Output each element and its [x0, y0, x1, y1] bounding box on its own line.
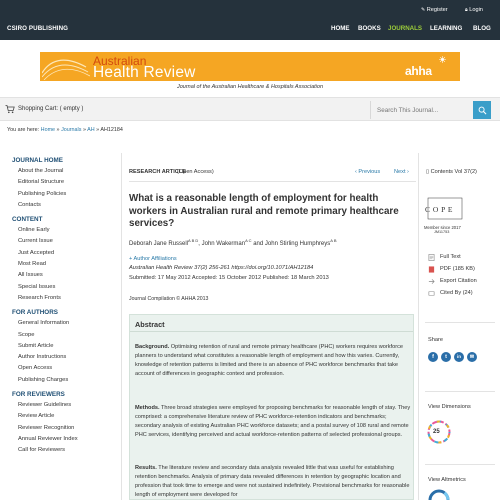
- journal-banner-area: [0, 40, 500, 96]
- sidebar-item-special-issues[interactable]: Special Issues: [18, 283, 56, 290]
- article-type: RESEARCH ARTICLE: [129, 169, 186, 175]
- breadcrumb-journals[interactable]: Journals: [61, 127, 82, 133]
- share-linkedin-icon[interactable]: in: [454, 352, 464, 362]
- sidebar-item-reviewer-recognition[interactable]: Reviewer Recognition: [18, 424, 75, 431]
- author-list: Deborah Jane Russell$^{A B D}$, John Wakerman$^{A C}$ and John Stirling Humphreys$^{A B}$: [129, 238, 337, 247]
- sidebar-item-call-for-reviewers[interactable]: Call for Reviewers: [18, 447, 66, 454]
- login-link[interactable]: 🔒︎ Login: [465, 7, 483, 13]
- journal-banner[interactable]: [40, 52, 460, 81]
- sidebar-item-online-early[interactable]: Online Early: [18, 227, 50, 234]
- sidebar-item-annual-reviewer-index[interactable]: Annual Reviewer Index: [18, 435, 78, 442]
- sidebar-item-most-read[interactable]: Most Read: [18, 261, 47, 268]
- nav-home[interactable]: HOME: [331, 25, 350, 32]
- sidebar-item-author-instructions[interactable]: Author Instructions: [18, 354, 67, 361]
- csiro-publishing-logo[interactable]: CSIRO PUBLISHING: [7, 25, 69, 32]
- sidebar-item-current-issue[interactable]: Current Issue: [18, 238, 53, 245]
- sidebar-item-scope[interactable]: Scope: [18, 331, 35, 338]
- abstract-methods: Methods. Three broad strategies were employed for proposing benchmarks for reasonable length of stay. They comprised: a comprehensive literature review of PHC workforce-retention indicators and benchmarks; secondary analysis of existing Australian PHC workforce datasets; and a postal survey of 108 rural and remote PHC services, identifying perceived and actual workforce-retention patterns of selected professional groups.: [135, 405, 411, 439]
- ahha-logo: ahha: [405, 64, 432, 78]
- sidebar-item-open-access[interactable]: Open Access: [18, 365, 53, 372]
- top-bar: [0, 0, 500, 40]
- nav-journals[interactable]: JOURNALS: [388, 25, 423, 32]
- breadcrumb-ah[interactable]: AH: [87, 127, 95, 133]
- banner-title-line1: Australian: [93, 54, 147, 68]
- open-access-label: (Open Access): [177, 169, 214, 175]
- sidebar-item-submit-article[interactable]: Submit Article: [18, 342, 54, 349]
- citation-line[interactable]: Australian Health Review 37(2) 256-261 https://doi.org/10.1071/AH12184: [129, 265, 314, 271]
- contents-volume-link[interactable]: ▯ Contents Vol 37(2): [426, 169, 477, 175]
- author-affiliation-marks: A B: [330, 238, 337, 243]
- export-citation-link[interactable]: Export Citation: [440, 278, 477, 284]
- sidebar-heading-content[interactable]: CONTENT: [12, 216, 43, 224]
- dimensions-count: 25: [433, 429, 440, 435]
- divider: [121, 153, 122, 500]
- share-label: Share: [428, 337, 443, 343]
- full-text-link[interactable]: Full Text: [440, 254, 461, 260]
- cited-by-link[interactable]: Cited By (24): [440, 290, 473, 296]
- cart-icon[interactable]: [5, 104, 15, 114]
- abstract-heading: Abstract: [135, 320, 165, 329]
- view-dimensions-label[interactable]: View Dimensions: [428, 404, 471, 410]
- article-dates: Submitted: 17 May 2012 Accepted: 15 October 2012 Published: 18 March 2013: [129, 275, 329, 281]
- register-link[interactable]: ✎ Register: [421, 7, 448, 13]
- cope-logo-text: C O P E: [425, 205, 454, 214]
- breadcrumb-home[interactable]: Home: [40, 127, 56, 133]
- sidebar-item-review-article[interactable]: Review Article: [18, 413, 55, 420]
- view-altmetrics-label[interactable]: View Altmetrics: [428, 477, 466, 483]
- search-input[interactable]: [374, 101, 472, 119]
- cited-by-icon: [428, 290, 435, 297]
- sidebar-item-editorial-structure[interactable]: Editorial Structure: [18, 179, 65, 186]
- book-icon: ▯: [426, 169, 430, 175]
- abstract-header: [130, 315, 413, 332]
- divider: [370, 101, 371, 119]
- sidebar-item-research-fronts[interactable]: Research Fronts: [18, 294, 61, 301]
- share-twitter-icon[interactable]: t: [441, 352, 451, 362]
- sidebar-item-publishing-charges[interactable]: Publishing Charges: [18, 376, 69, 383]
- journal-subtitle: Journal of the Australian Healthcare & Hospitals Association: [176, 84, 324, 90]
- divider: [425, 322, 495, 323]
- banner-title-line2: Health Review: [93, 64, 196, 81]
- breadcrumb: You are here: Home » Journals » AH » AH12184: [7, 127, 123, 133]
- author-affiliation-marks: A B D: [188, 238, 199, 243]
- sidebar-heading-for-reviewers[interactable]: FOR REVIEWERS: [12, 391, 65, 399]
- article-toolbar: [129, 169, 416, 177]
- export-icon: [428, 278, 435, 285]
- divider: [425, 391, 495, 392]
- abstract-results: Results. The literature review and secondary data analysis revealed little that was useful for establishing retention benchmarks. Analysis of primary data revealed differences in retention by geographic location and profession that took time to emerge and were not sustained indefinitely. Provisional benchmarks for reasonable length of employment were developed for: [135, 465, 410, 499]
- share-facebook-icon[interactable]: f: [428, 352, 438, 362]
- previous-article-link[interactable]: ‹ Previous: [355, 169, 381, 175]
- cart-search-bar: [0, 97, 500, 121]
- sidebar-item-about[interactable]: About the Journal: [18, 168, 64, 174]
- divider: [129, 181, 416, 182]
- altmetric-donut-icon[interactable]: [428, 489, 450, 500]
- share-email-icon[interactable]: ✉: [467, 352, 477, 362]
- lock-icon: 🔒︎: [465, 7, 468, 13]
- author-affiliation-marks: A C: [245, 238, 252, 243]
- next-article-link[interactable]: Next ›: [394, 169, 409, 175]
- search-icon: [478, 106, 487, 115]
- user-icon: ✎: [421, 7, 426, 13]
- nav-blog[interactable]: BLOG: [473, 25, 491, 32]
- banner-swirl-graphic: [42, 53, 90, 80]
- abstract-background: Background. Optimising retention of rural and remote primary healthcare (PHC) workers requires workforce planners to understand what constitutes a reasonable length of employment and how this varies. Currently, knowledge of retention patterns is limited and there is an absence of PHC workforce benchmarks that take account of differences in geographic context and profession.: [135, 344, 403, 378]
- nav-books[interactable]: BOOKS: [358, 25, 381, 32]
- journal-compilation: Journal Compilation © AHHA 2013: [129, 296, 209, 302]
- sidebar: [7, 153, 117, 462]
- sidebar-item-all-issues[interactable]: All Issues: [18, 272, 43, 279]
- pdf-download-link[interactable]: PDF (185 KB): [440, 266, 475, 272]
- article-title: What is a reasonable length of employment for health workers in Australian rural and remote primary healthcare services?: [129, 193, 399, 229]
- full-text-icon: [428, 254, 435, 261]
- pdf-icon: [428, 266, 435, 273]
- divider: [425, 464, 495, 465]
- ahha-star-icon: [439, 56, 446, 63]
- nav-learning[interactable]: LEARNING: [430, 25, 463, 32]
- author-link[interactable]: John Wakerman: [201, 241, 246, 247]
- sidebar-item-contacts[interactable]: Contacts: [18, 201, 41, 208]
- abstract-panel: [129, 314, 414, 500]
- divider: [418, 153, 419, 500]
- author-affiliations-toggle[interactable]: + Author Affiliations: [129, 256, 177, 262]
- sidebar-heading-for-authors[interactable]: FOR AUTHORS: [12, 309, 58, 317]
- cope-caption: Member since 2017: [424, 225, 461, 230]
- sidebar-item-publishing-policies[interactable]: Publishing Policies: [18, 190, 67, 197]
- sidebar-item-reviewer-guidelines[interactable]: Reviewer Guidelines: [18, 402, 72, 409]
- search-button[interactable]: [473, 101, 491, 119]
- sidebar-heading-journal-home[interactable]: JOURNAL HOME: [12, 157, 63, 164]
- sidebar-item-general-information[interactable]: General Information: [18, 320, 70, 327]
- breadcrumb-current: AH12184: [100, 127, 123, 133]
- shopping-cart-link[interactable]: Shopping Cart: ( empty ): [18, 106, 84, 112]
- cope-id: JM11753: [434, 230, 450, 234]
- author-link[interactable]: Deborah Jane Russell: [129, 241, 189, 247]
- sidebar-item-just-accepted[interactable]: Just Accepted: [18, 249, 55, 256]
- author-link[interactable]: John Stirling Humphreys: [264, 241, 331, 247]
